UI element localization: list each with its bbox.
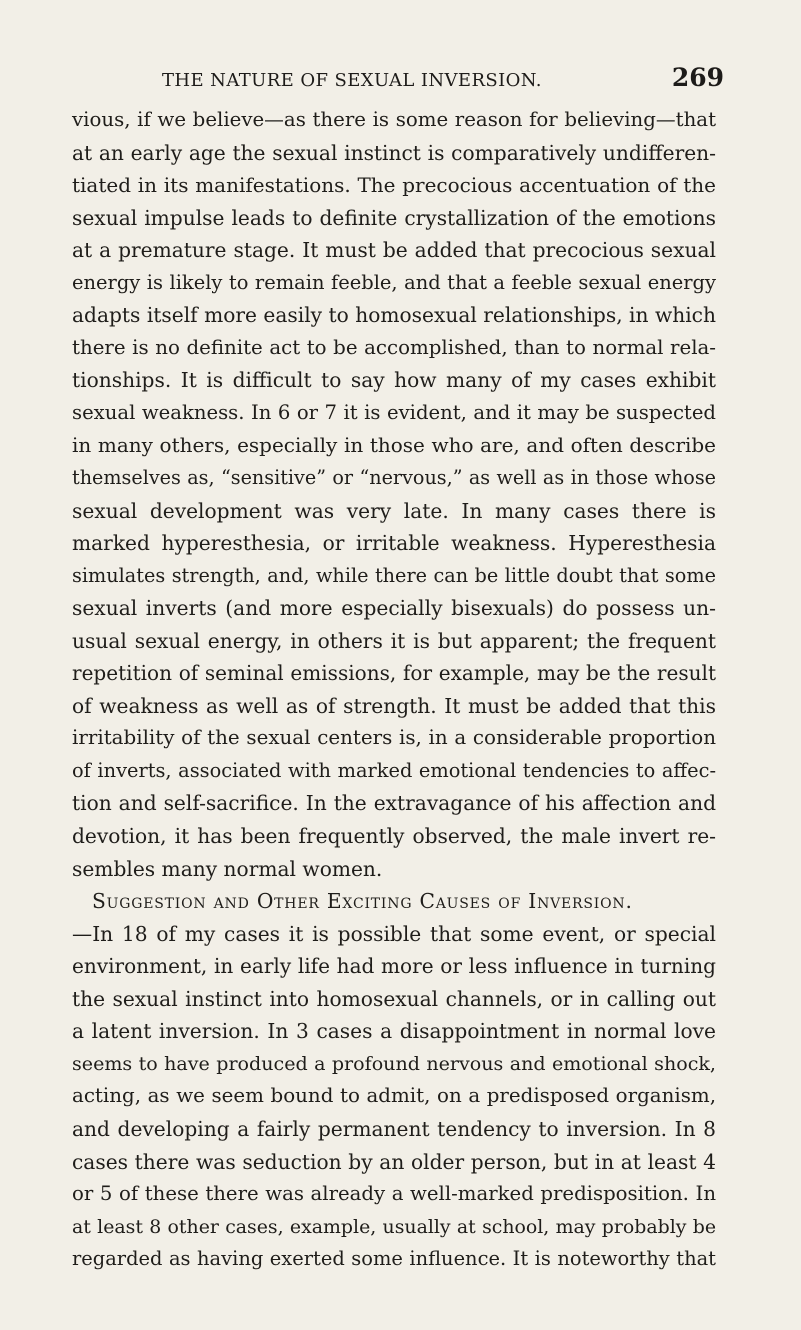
text-line: acting, as we seem bound to admit, on a predisposed organism, bbox=[72, 1084, 716, 1108]
text-line: a latent inversion. In 3 cases a disappointment in normal love bbox=[72, 1019, 716, 1044]
text-line: at a premature stage. It must be added that precocious sexual bbox=[72, 238, 716, 263]
text-line: sexual inverts (and more especially bisexuals) do possess un- bbox=[72, 596, 716, 621]
text-line: tion and self-sacrifice. In the extravagance of his affection and bbox=[72, 791, 716, 816]
text-line: usual sexual energy, in others it is but apparent; the frequent bbox=[72, 628, 716, 653]
text-line: cases there was seduction by an older person, but in at least 4 bbox=[72, 1149, 716, 1174]
text-line: regarded as having exerted some influence. It is noteworthy that bbox=[72, 1247, 716, 1271]
page-number: 269 bbox=[671, 63, 724, 92]
text-line: the sexual instinct into homosexual channels, or in calling out bbox=[72, 986, 716, 1011]
text-line: sexual development was very late. In many cases there is bbox=[72, 498, 716, 523]
text-line: seems to have produced a profound nervous and emotional shock, bbox=[72, 1052, 716, 1075]
text-line: energy is likely to remain feeble, and that a feeble sexual energy bbox=[72, 270, 716, 294]
text-line: at an early age the sexual instinct is comparatively undifferen- bbox=[72, 140, 716, 165]
text-line: repetition of seminal emissions, for example, may be the result bbox=[72, 661, 716, 686]
body-text bbox=[72, 104, 716, 1276]
text-line: sexual impulse leads to definite crystallization of the emotions bbox=[72, 205, 716, 230]
section-heading: Suggestion and Other Exciting Causes of Inversion. bbox=[92, 889, 633, 914]
text-line: sexual weakness. In 6 or 7 it is evident, and it may be suspected bbox=[72, 400, 716, 424]
text-line: and developing a fairly permanent tendency to inversion. In 8 bbox=[72, 1116, 716, 1141]
running-title: THE NATURE OF SEXUAL INVERSION. bbox=[162, 70, 542, 91]
running-head bbox=[94, 56, 724, 96]
text-line: of inverts, associated with marked emotional tendencies to affec- bbox=[72, 758, 716, 782]
text-line: or 5 of these there was already a well-marked predisposition. In bbox=[72, 1182, 716, 1206]
text-line: sembles many normal women. bbox=[72, 856, 383, 881]
text-line: adapts itself more easily to homosexual relationships, in which bbox=[72, 303, 716, 328]
text-line: —In 18 of my cases it is possible that some event, or special bbox=[72, 921, 716, 946]
text-line: in many others, especially in those who are, and often describe bbox=[72, 433, 716, 458]
text-line: tionships. It is difficult to say how many of my cases exhibit bbox=[72, 368, 716, 393]
text-line: marked hyperesthesia, or irritable weakness. Hyperesthesia bbox=[72, 531, 716, 556]
text-line: at least 8 other cases, example, usually at school, may probably be bbox=[72, 1215, 716, 1238]
text-line: themselves as, “sensitive” or “nervous,” as well as in those whose bbox=[72, 466, 716, 490]
text-line: devotion, it has been frequently observed, the male invert re- bbox=[72, 824, 716, 849]
text-line: of weakness as well as of strength. It must be added that this bbox=[72, 693, 716, 718]
text-line: environment, in early life had more or less influence in turning bbox=[72, 954, 716, 979]
text-line: irritability of the sexual centers is, in a considerable proportion bbox=[72, 726, 716, 750]
text-line: vious, if we believe—as there is some reason for believing—that bbox=[72, 108, 716, 131]
text-line: tiated in its manifestations. The precocious accentuation of the bbox=[72, 173, 716, 198]
text-line: there is no definite act to be accomplished, than to normal rela- bbox=[72, 335, 716, 359]
text-line: simulates strength, and, while there can be little doubt that some bbox=[72, 563, 716, 587]
